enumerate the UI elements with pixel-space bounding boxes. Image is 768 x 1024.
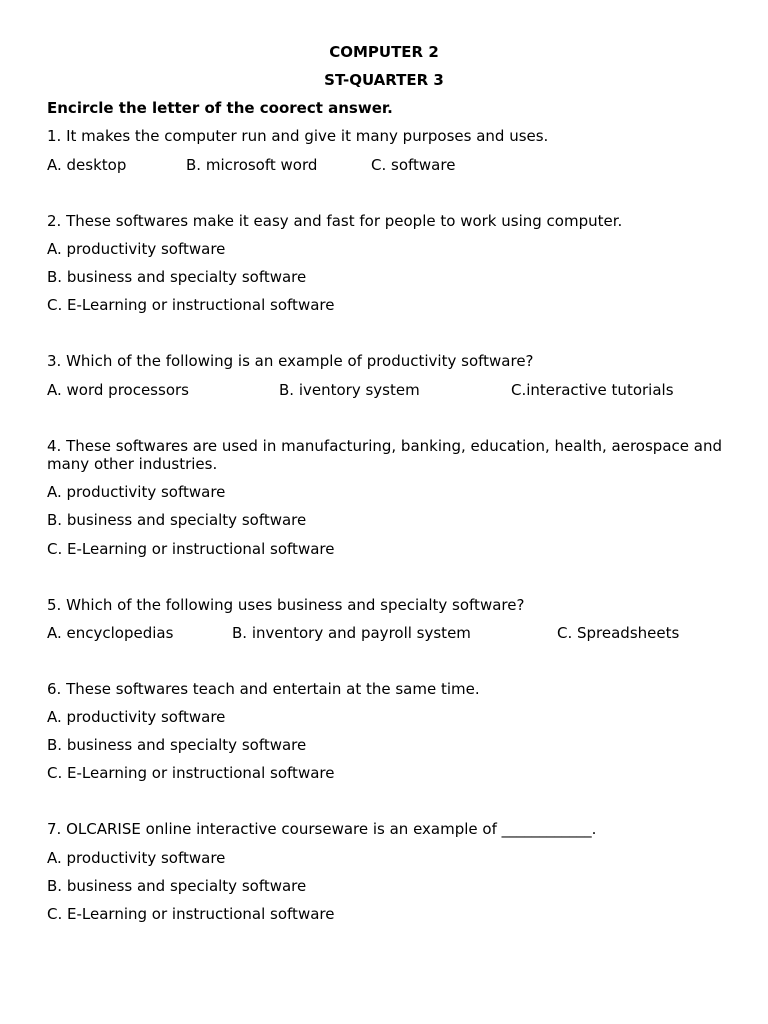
question-1-text: 1. It makes the computer run and give it many purposes and uses.: [47, 127, 549, 145]
question-4-option-b: B. business and specialty software: [47, 511, 307, 529]
question-3-option-c: C.interactive tutorials: [511, 381, 674, 399]
question-6-option-a: A. productivity software: [47, 708, 226, 726]
question-6-option-b: B. business and specialty software: [47, 736, 307, 754]
question-1-option-b: B. microsoft word: [186, 156, 318, 174]
question-5-option-a: A. encyclopedias: [47, 624, 174, 642]
instructions: Encircle the letter of the coorect answer.: [47, 99, 393, 117]
question-3-text: 3. Which of the following is an example of productivity software?: [47, 352, 534, 370]
question-2-option-b: B. business and specialty software: [47, 268, 307, 286]
question-7-text: 7. OLCARISE online interactive courseware is an example of ____________.: [47, 820, 597, 838]
question-2-text: 2. These softwares make it easy and fast for people to work using computer.: [47, 212, 623, 230]
question-6-text: 6. These softwares teach and entertain at the same time.: [47, 680, 480, 698]
question-6-option-c: C. E-Learning or instructional software: [47, 764, 335, 782]
question-5-option-c: C. Spreadsheets: [557, 624, 680, 642]
question-3-option-a: A. word processors: [47, 381, 189, 399]
question-4-text: 4. These softwares are used in manufacturing, banking, education, health, aerospace and many other industries.: [47, 437, 722, 473]
page-subtitle: ST-QUARTER 3: [324, 71, 444, 89]
question-5-option-b: B. inventory and payroll system: [232, 624, 471, 642]
question-2-option-a: A. productivity software: [47, 240, 226, 258]
page-title: COMPUTER 2: [329, 43, 439, 61]
question-3-option-b: B. iventory system: [279, 381, 420, 399]
question-1-option-c: C. software: [371, 156, 456, 174]
question-1-option-a: A. desktop: [47, 156, 127, 174]
question-7-option-c: C. E-Learning or instructional software: [47, 905, 335, 923]
question-7-option-a: A. productivity software: [47, 849, 226, 867]
question-4-option-a: A. productivity software: [47, 483, 226, 501]
question-7-option-b: B. business and specialty software: [47, 877, 307, 895]
question-5-text: 5. Which of the following uses business and specialty software?: [47, 596, 525, 614]
question-2-option-c: C. E-Learning or instructional software: [47, 296, 335, 314]
question-4-option-c: C. E-Learning or instructional software: [47, 540, 335, 558]
